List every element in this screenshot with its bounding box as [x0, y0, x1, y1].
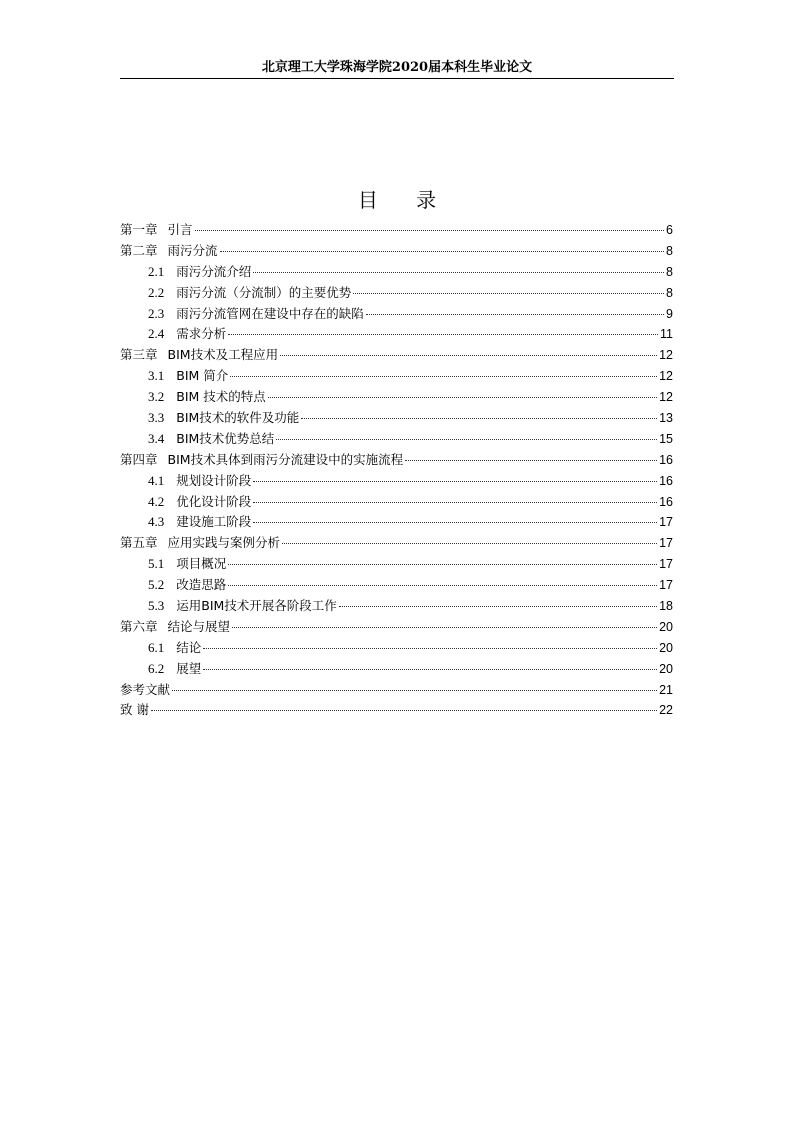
toc-entry-number: 4.3	[148, 514, 165, 530]
toc-entry[interactable]	[120, 554, 673, 575]
toc-entry-page: 12	[659, 348, 673, 363]
toc-entry-number: 3.1	[148, 368, 165, 384]
toc-entry-number: 第一章	[120, 222, 158, 237]
toc-entry-page: 15	[659, 431, 673, 446]
toc-leader-dots	[228, 564, 657, 565]
toc-entry-number: 5.3	[148, 598, 165, 614]
toc-entry-title: BIM 简介	[176, 368, 229, 384]
toc-entry-number: 第五章	[120, 535, 158, 551]
toc-entry-title: 优化设计阶段	[176, 493, 252, 509]
toc-entry-number: 第六章	[120, 618, 158, 634]
toc-leader-dots	[230, 376, 657, 377]
toc-leader-dots	[405, 460, 657, 461]
toc-entry-title: 需求分析	[176, 326, 227, 342]
toc-entry-page: 9	[666, 306, 673, 321]
toc-entry-page: 21	[659, 682, 673, 697]
toc-entry-number: 第三章	[120, 347, 158, 363]
toc-entry-number: 第二章	[120, 242, 158, 258]
toc-leader-dots	[220, 251, 665, 252]
toc-entry[interactable]	[120, 512, 673, 533]
toc-entry-number: 6.1	[148, 639, 165, 655]
toc-entry-number: 5.2	[148, 577, 165, 593]
toc-entry-number: 3.4	[148, 430, 165, 446]
header-rule	[120, 78, 674, 79]
toc-entry[interactable]	[120, 283, 673, 304]
toc-entry-title: 结论与展望	[167, 618, 231, 634]
toc-entry-title: BIM技术的软件及功能	[176, 410, 300, 426]
toc-entry[interactable]	[120, 262, 673, 283]
toc-leader-dots	[366, 314, 664, 315]
toc-entry-page: 12	[659, 369, 673, 384]
toc-entry-title: 改造思路	[176, 577, 227, 593]
toc-entry[interactable]	[120, 324, 673, 345]
toc-leader-dots	[253, 481, 657, 482]
toc-entry-page: 8	[666, 285, 673, 300]
toc-entry-title: 项目概况	[176, 556, 227, 572]
toc-entry-title: 运用BIM技术开展各阶段工作	[176, 598, 337, 614]
toc-entry[interactable]	[120, 429, 673, 450]
toc-entry[interactable]	[120, 533, 673, 554]
toc-entry[interactable]	[120, 304, 673, 325]
toc-leader-dots	[339, 606, 657, 607]
toc-entry-title: 参考文献	[120, 681, 171, 697]
toc-entry-page: 20	[659, 661, 673, 676]
toc-entry[interactable]	[120, 366, 673, 387]
toc-entry-page: 13	[659, 411, 673, 426]
toc-entry-number: 第四章	[120, 451, 158, 467]
toc-entry-title: 引言	[167, 222, 193, 237]
toc-entry-title: 应用实践与案例分析	[167, 535, 281, 551]
toc-leader-dots	[253, 272, 664, 273]
toc-entry-number: 6.2	[148, 660, 165, 676]
toc-leader-dots	[301, 418, 657, 419]
toc-entry-page: 11	[660, 327, 673, 342]
toc-entry-page: 17	[659, 557, 673, 572]
toc-entry-title: 建设施工阶段	[176, 514, 252, 530]
toc-entry-page: 17	[659, 578, 673, 593]
toc-entry-title: 雨污分流介绍	[176, 263, 252, 279]
toc-entry[interactable]	[120, 408, 673, 429]
toc-entry-page: 17	[659, 536, 673, 551]
toc-entry-title: 雨污分流	[167, 242, 218, 258]
toc-entry-number: 2.4	[148, 326, 165, 342]
table-of-contents	[120, 220, 673, 721]
toc-leader-dots	[353, 293, 664, 294]
toc-leader-dots	[195, 230, 665, 231]
toc-entry-title: 致 谢	[120, 702, 149, 718]
toc-leader-dots	[203, 669, 657, 670]
toc-entry-page: 16	[659, 473, 673, 488]
toc-entry-page: 18	[659, 599, 673, 614]
toc-leader-dots	[280, 355, 657, 356]
toc-entry-page: 6	[666, 223, 673, 237]
toc-entry-page: 17	[659, 515, 673, 530]
toc-entry[interactable]	[120, 659, 673, 680]
toc-entry-title: 雨污分流管网在建设中存在的缺陷	[176, 305, 364, 321]
toc-entry-number: 4.1	[148, 472, 165, 488]
toc-entry-page: 22	[659, 703, 673, 718]
toc-leader-dots	[232, 627, 657, 628]
toc-entry[interactable]	[120, 345, 673, 366]
toc-entry[interactable]	[120, 450, 673, 471]
toc-leader-dots	[151, 710, 657, 711]
toc-entry[interactable]	[120, 680, 673, 701]
toc-leader-dots	[253, 502, 657, 503]
toc-entry[interactable]	[120, 575, 673, 596]
toc-leader-dots	[282, 543, 657, 544]
toc-entry-title: BIM技术具体到雨污分流建设中的实施流程	[167, 451, 404, 467]
toc-entry-number: 3.3	[148, 410, 165, 426]
toc-entry[interactable]	[120, 638, 673, 659]
toc-leader-dots	[203, 648, 657, 649]
toc-entry-page: 16	[659, 452, 673, 467]
toc-entry-page: 8	[666, 264, 673, 279]
toc-entry-title: 结论	[176, 639, 202, 655]
toc-entry[interactable]	[120, 700, 673, 721]
toc-leader-dots	[172, 690, 657, 691]
toc-entry-number: 3.2	[148, 389, 165, 405]
toc-leader-dots	[253, 522, 657, 523]
toc-leader-dots	[228, 334, 658, 335]
toc-entry-number: 2.3	[148, 305, 165, 321]
toc-entry[interactable]	[120, 241, 673, 262]
toc-entry-title: 雨污分流（分流制）的主要优势	[176, 284, 352, 300]
toc-entry[interactable]	[120, 492, 673, 513]
toc-entry-number: 5.1	[148, 556, 165, 572]
toc-entry-page: 16	[659, 494, 673, 509]
toc-entry[interactable]	[120, 471, 673, 492]
toc-entry[interactable]	[120, 617, 673, 638]
toc-entry-number: 2.1	[148, 263, 165, 279]
toc-entry-page: 8	[666, 243, 673, 258]
toc-entry-title: 展望	[176, 660, 202, 676]
toc-entry[interactable]	[120, 596, 673, 617]
toc-entry-page: 20	[659, 619, 673, 634]
toc-title: 目 录	[357, 188, 453, 212]
toc-entry-page: 20	[659, 640, 673, 655]
toc-entry-number: 4.2	[148, 493, 165, 509]
toc-entry-title: BIM技术及工程应用	[167, 347, 279, 363]
toc-entry-number: 2.2	[148, 284, 165, 300]
toc-entry[interactable]	[120, 220, 673, 241]
toc-leader-dots	[268, 397, 657, 398]
toc-entry-title: BIM 技术的特点	[176, 389, 266, 405]
toc-entry-page: 12	[659, 390, 673, 405]
toc-entry-title: BIM技术优势总结	[176, 430, 275, 446]
toc-entry-title: 规划设计阶段	[176, 472, 252, 488]
page-header: 北京理工大学珠海学院2020届本科生毕业论文	[261, 60, 533, 75]
toc-leader-dots	[228, 585, 657, 586]
toc-leader-dots	[276, 439, 657, 440]
toc-entry[interactable]	[120, 387, 673, 408]
